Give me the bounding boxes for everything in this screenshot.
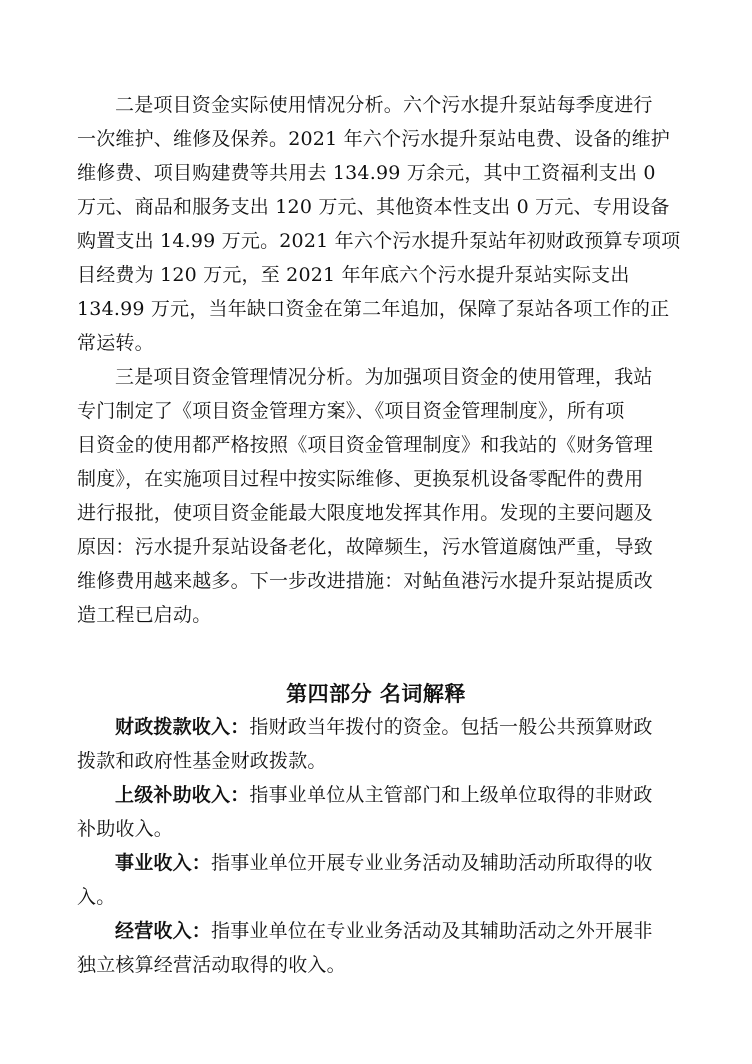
definition-term: 上级补助收入： xyxy=(115,784,250,806)
definition-line xyxy=(0,846,752,880)
paragraph-line: 制度》，在实施项目过程中按实际维修、更换泵机设备零配件的费用 xyxy=(77,468,644,490)
paragraph-line: 维修费用越来越多。下一步改进措施：对鲇鱼港污水提升泵站提质改 xyxy=(77,570,654,592)
paragraph-line: 进行报批，使项目资金能最大限度地发挥其作用。发现的主要问题及 xyxy=(77,502,654,524)
paragraph-line: 常运转。 xyxy=(77,332,154,354)
paragraph-line: 万元、商品和服务支出 120 万元、其他资本性支出 0 万元、专用设备 xyxy=(77,196,670,218)
paragraph-line: 原因：污水提升泵站设备老化，故障频生，污水管道腐蚀严重，导致 xyxy=(77,536,654,558)
definition-line xyxy=(0,914,752,948)
definition-line: 拨款和政府性基金财政拨款。 xyxy=(77,750,327,772)
paragraph-line: 维修费、项目购建费等共用去 134.99 万余元，其中工资福利支出 0 xyxy=(77,162,656,184)
definition-text: 指事业单位从主管部门和上级单位取得的非财政 xyxy=(249,784,653,806)
paragraph-line: 一次维护、维修及保养。2021 年六个污水提升泵站电费、设备的维护 xyxy=(77,128,670,150)
definition-line: 入。 xyxy=(77,886,116,908)
paragraph-line: 目经费为 120 万元，至 2021 年年底六个污水提升泵站实际支出 xyxy=(77,264,630,286)
definition-text: 指事业单位在专业业务活动及其辅助活动之外开展非 xyxy=(211,920,653,942)
paragraph-line: 三是项目资金管理情况分析。为加强项目资金的使用管理，我站 xyxy=(115,366,653,388)
paragraph-line: 造工程已启动。 xyxy=(77,604,212,626)
definition-term: 财政拨款收入： xyxy=(115,716,250,738)
definition-line xyxy=(0,710,752,744)
definition-line: 补助收入。 xyxy=(77,818,174,840)
definition-line: 独立核算经营活动取得的收入。 xyxy=(77,954,346,976)
definition-term: 经营收入： xyxy=(115,920,212,942)
definition-text: 指财政当年拨付的资金。包括一般公共预算财政 xyxy=(249,716,653,738)
definition-term: 事业收入： xyxy=(115,852,212,874)
paragraph-line: 目资金的使用都严格按照《项目资金管理制度》和我站的《财务管理 xyxy=(77,434,654,456)
paragraph-line: 专门制定了《项目资金管理方案》、《项目资金管理制度》，所有项 xyxy=(77,400,625,422)
paragraph-line: 购置支出 14.99 万元。2021 年六个污水提升泵站年初财政预算专项项 xyxy=(77,230,681,252)
section-title: 第四部分 名词解释 xyxy=(286,681,466,706)
definition-text: 指事业单位开展专业业务活动及辅助活动所取得的收 xyxy=(211,852,653,874)
paragraph-line: 134.99 万元，当年缺口资金在第二年追加，保障了泵站各项工作的正 xyxy=(77,298,670,320)
definition-line xyxy=(0,778,752,812)
paragraph-line: 二是项目资金实际使用情况分析。六个污水提升泵站每季度进行 xyxy=(115,94,653,116)
